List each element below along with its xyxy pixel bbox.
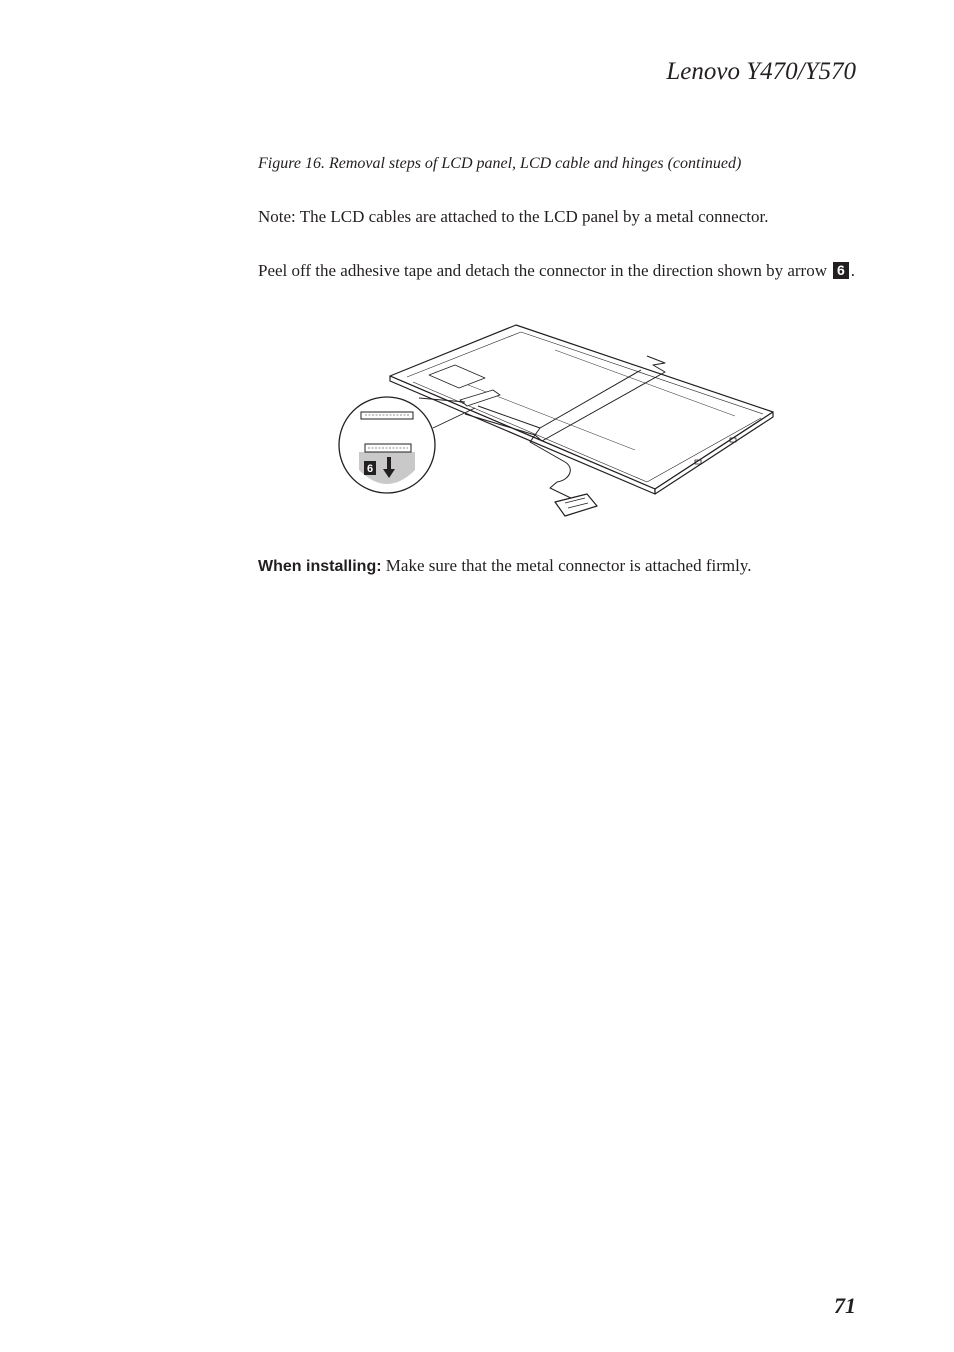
running-header: Lenovo Y470/Y570 bbox=[666, 58, 856, 85]
page-number: 71 bbox=[834, 1293, 856, 1318]
install-note bbox=[258, 556, 751, 576]
cable-end-connector bbox=[555, 494, 597, 516]
instruction-period: . bbox=[850, 261, 856, 280]
lcd-panel-top bbox=[390, 325, 773, 489]
figure-caption: Figure 16. Removal steps of LCD panel, LCD cable and hinges (continued) bbox=[258, 155, 742, 172]
instruction-paragraph bbox=[258, 260, 858, 282]
callout-step-label: 6 bbox=[366, 463, 374, 475]
note-text: Note: The LCD cables are attached to the LCD panel by a metal connector. bbox=[258, 207, 769, 226]
install-label: When installing: bbox=[258, 558, 382, 575]
callout-leader bbox=[433, 408, 475, 428]
instruction-text: Peel off the adhesive tape and detach the connector in the direction shown by arrow bbox=[258, 261, 827, 280]
lcd-panel-illustration bbox=[335, 320, 780, 525]
step-badge: 6 bbox=[833, 262, 849, 279]
install-text: Make sure that the metal connector is attached firmly. bbox=[385, 556, 752, 575]
